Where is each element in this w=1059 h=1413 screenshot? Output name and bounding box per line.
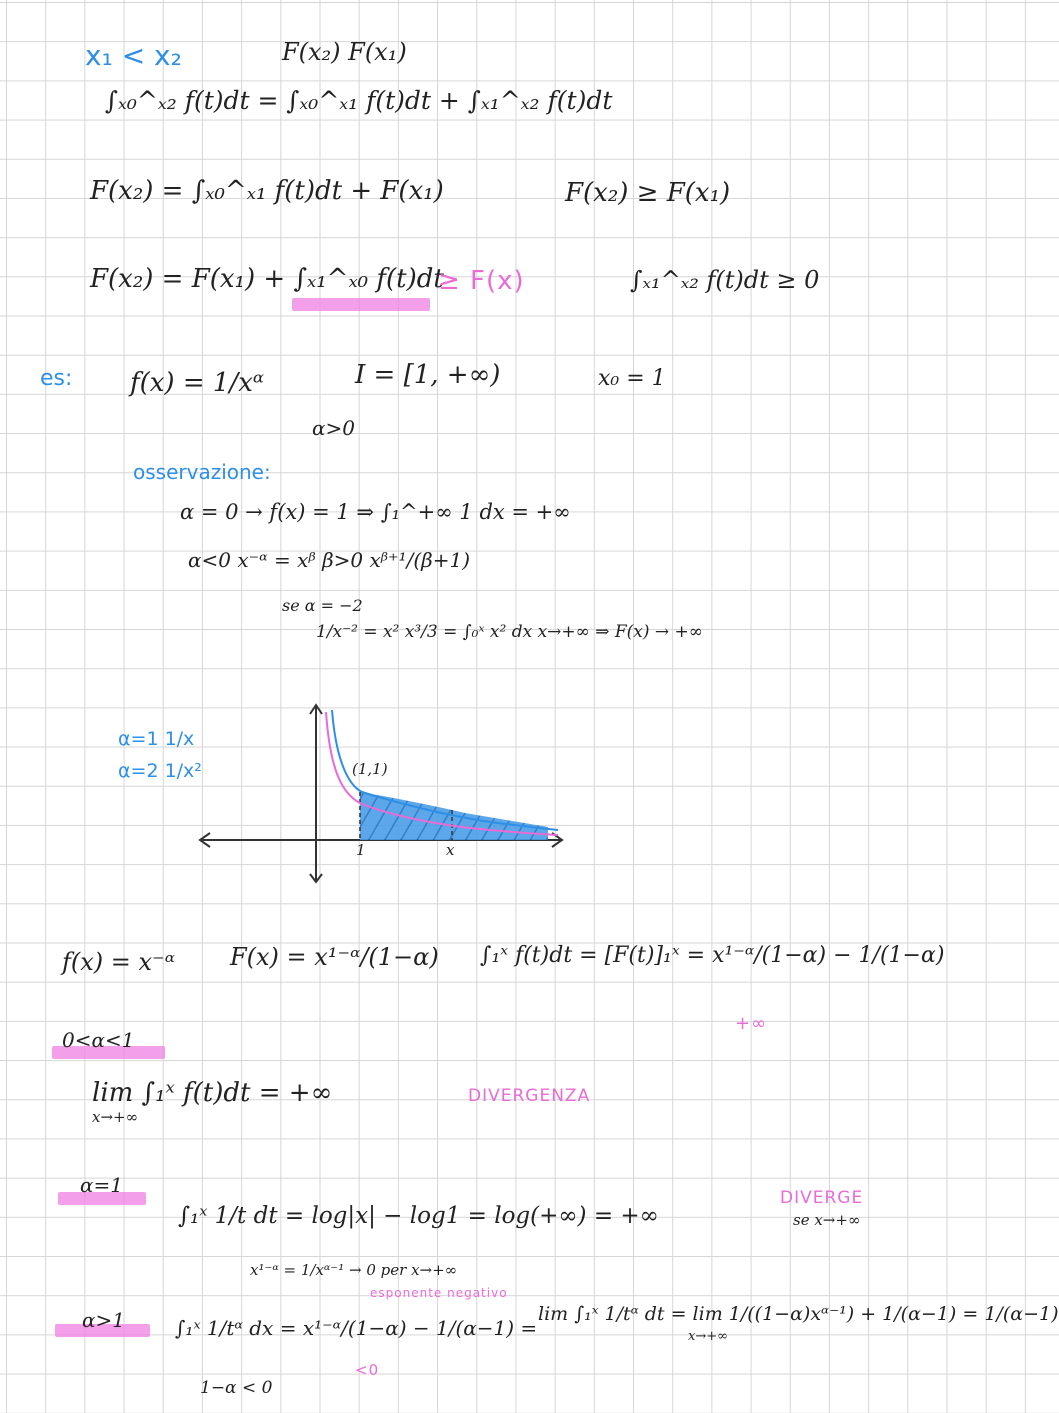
integral-nonneg: ∫ₓ₁^ₓ₂ f(t)dt ≥ 0 [630, 266, 820, 294]
plus-infinity-note: +∞ [735, 1013, 768, 1034]
diverge-label: DIVERGE [780, 1188, 864, 1208]
integral-split: ∫ₓ₀^ₓ₂ f(t)dt = ∫ₓ₀^ₓ₁ f(t)dt + ∫ₓ₁^ₓ₂ f(t)dt [105, 86, 613, 115]
osservazione-label: osservazione: [133, 460, 271, 484]
highlight-integral [292, 298, 430, 311]
F-power: F(x) = x¹⁻ᵅ/(1−α) [230, 943, 439, 971]
es-label: es: [40, 366, 73, 391]
limit-case-3: lim ∫₁ˣ 1/tᵅ dt = lim 1/((1−α)xᵅ⁻¹) + 1/(α−1) = 1/(α−1) [538, 1303, 1059, 1325]
tick-1: 1 [356, 841, 366, 859]
tick-x: x [446, 841, 455, 859]
divergenza-label: DIVERGENZA [468, 1086, 591, 1106]
fx2-formula-2: F(x₂) = F(x₁) + ∫ₓ₁^ₓ₀ f(t)dt [90, 264, 444, 294]
area-graph [190, 700, 580, 890]
graph-legend-1: α=1 1/x [118, 728, 195, 750]
less-than-zero-note: <0 [355, 1361, 380, 1379]
case-3-label: α>1 [82, 1308, 125, 1332]
monotonic-ineq: F(x₂) ≥ F(x₁) [565, 178, 731, 208]
example-alpha-minus2: 1/x⁻² = x² x³/3 = ∫₀ˣ x² dx x→+∞ ⇒ F(x) → +∞ [316, 622, 703, 642]
point-label: (1,1) [352, 760, 388, 778]
limit-subscript-3: x→+∞ [688, 1329, 728, 1344]
se-alpha: se α = −2 [282, 596, 363, 615]
diverge-condition: se x→+∞ [793, 1211, 861, 1229]
ineq-x1-x2: x₁ < x₂ [85, 39, 182, 72]
integral-case-3: ∫₁ˣ 1/tᵅ dx = x¹⁻ᵅ/(1−α) − 1/(α−1) = [175, 1316, 538, 1340]
exponent-negative: 1−α < 0 [200, 1378, 273, 1398]
fx2-formula: F(x₂) = ∫ₓ₀^ₓ₁ f(t)dt + F(x₁) [90, 176, 444, 206]
f-power: f(x) = x⁻ᵅ [62, 948, 175, 976]
alpha-positive: α>0 [312, 416, 355, 440]
limit-case-1: lim ∫₁ˣ f(t)dt = +∞ [92, 1078, 333, 1108]
alpha-negative-case: α<0 x⁻ᵅ = xᵝ β>0 xᵝ⁺¹/(β+1) [188, 548, 470, 572]
esponente-negativo-note: esponente negativo [370, 1286, 508, 1300]
f-def: f(x) = 1/xᵅ [130, 368, 264, 398]
case-2-label: α=1 [80, 1173, 123, 1197]
limit-subscript-1: x→+∞ [92, 1108, 139, 1126]
geq-fx: ≥ F(x) [438, 266, 525, 296]
case-1-label: 0<α<1 [62, 1028, 135, 1052]
integral-case-2: ∫₁ˣ 1/t dt = log|x| − log1 = log(+∞) = +∞ [178, 1203, 659, 1229]
graph-legend-2: α=2 1/x² [118, 760, 202, 782]
integral-evaluation: ∫₁ˣ f(t)dt = [F(t)]₁ˣ = x¹⁻ᵅ/(1−α) − 1/(1−α) [480, 943, 945, 968]
labels-fx: F(x₂) F(x₁) [282, 38, 407, 66]
exponent-limit: x¹⁻ᵅ = 1/xᵅ⁻¹ → 0 per x→+∞ [250, 1261, 458, 1279]
x0-value: x₀ = 1 [598, 366, 666, 391]
interval: I = [1, +∞) [355, 360, 501, 390]
alpha-zero-case: α = 0 → f(x) = 1 ⇒ ∫₁^+∞ 1 dx = +∞ [180, 500, 571, 524]
